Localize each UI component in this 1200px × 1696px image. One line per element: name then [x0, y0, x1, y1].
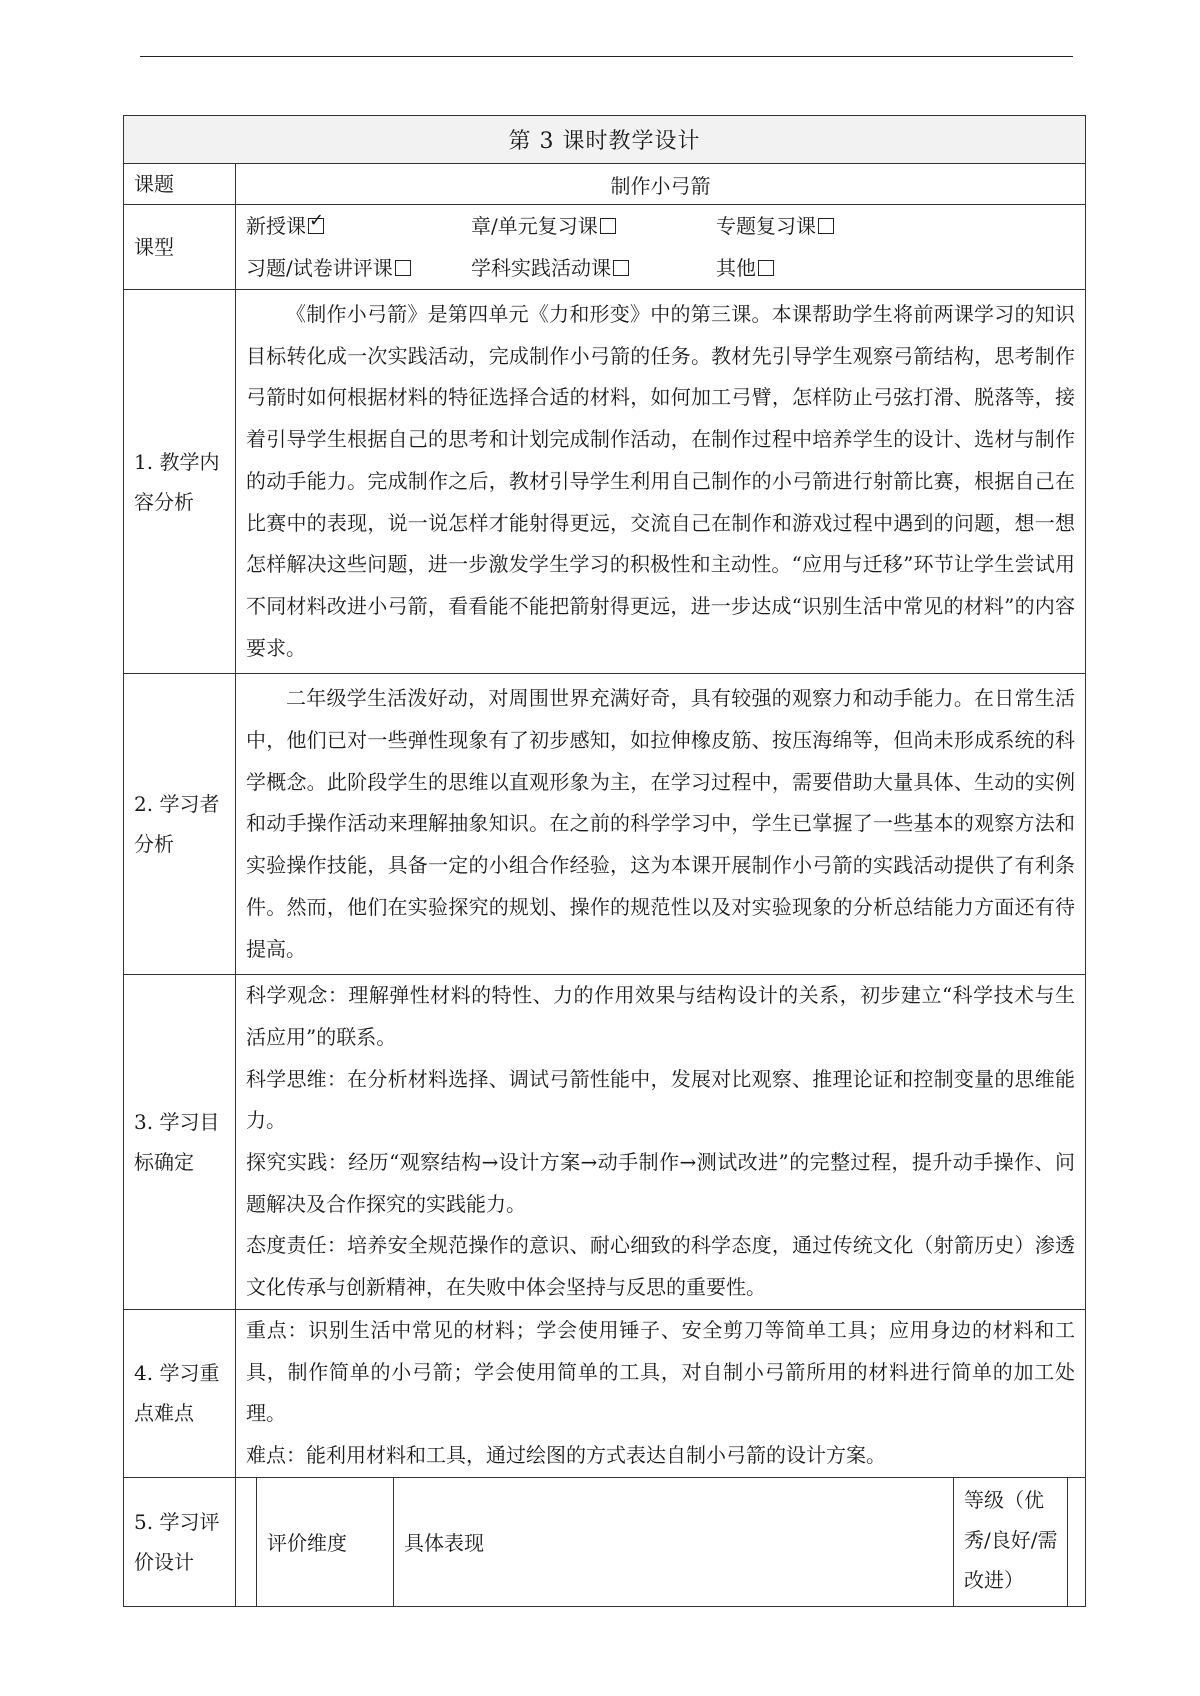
- key-point: 重点：识别生活中常见的材料；学会使用锤子、安全剪刀等简单工具；应用身边的材料和工具，制作简单的小弓箭；学会使用简单的工具，对自制小弓箭所用的材料进行简单的加工处理。: [246, 1317, 1075, 1426]
- key-points-label: 4. 学习重点难点: [124, 1309, 236, 1477]
- topic-value: 制作小弓箭: [236, 164, 1086, 205]
- content-analysis-cell: [236, 290, 1086, 674]
- course-type-label: 课型: [124, 205, 236, 290]
- checkbox-icon: [613, 260, 629, 276]
- learner-analysis-cell: [236, 674, 1086, 975]
- option-unit-review[interactable]: 章/单元复习课: [471, 207, 716, 245]
- key-points-cell: [236, 1309, 1086, 1477]
- objectives-cell: [236, 975, 1086, 1310]
- page-header-rule: [140, 56, 1073, 57]
- evaluation-label: 5. 学习评价设计: [124, 1477, 236, 1606]
- eval-header-grade: 等级（优秀/良好/需改进）: [954, 1478, 1068, 1606]
- checkbox-icon: [600, 218, 616, 234]
- table-title: 第 3 课时教学设计: [124, 116, 1086, 164]
- checkbox-icon: [395, 260, 411, 276]
- checked-box-icon: [308, 218, 324, 234]
- evaluation-table: [256, 1478, 1068, 1606]
- difficult-point: 难点：能利用材料和工具，通过绘图的方式表达自制小弓箭的设计方案。: [246, 1442, 886, 1467]
- objective-practice: 探究实践：经历“观察结构→设计方案→动手制作→测试改进”的完整过程，提升动手操作、问题解决及合作探究的实践能力。: [246, 1150, 1075, 1216]
- course-type-options: [236, 205, 1086, 290]
- option-other[interactable]: 其他: [716, 249, 1075, 287]
- learner-analysis-text: 二年级学生活泼好动，对周围世界充满好奇，具有较强的观察力和动手能力。在日常生活中，他们已对一些弹性现象有了初步感知，如拉伸橡皮筋、按压海绵等，但尚未形成系统的科学概念。此阶段学生的思维以直观形象为主，在学习过程中，需要借助大量具体、生动的实例和动手操作活动来理解抽象知识。在之前的科学学习中，学生已掌握了一些基本的观察方法和实验操作技能，具备一定的小组合作经验，这为本课开展制作小弓箭的实践活动提供了有利条件。然而，他们在实验探究的规划、操作的规范性以及对实验现象的分析总结能力方面还有待提高。: [246, 686, 1075, 961]
- objective-attitude: 态度责任：培养安全规范操作的意识、耐心细致的科学态度，通过传统文化（射箭历史）渗透文化传承与创新精神，在失败中体会坚持与反思的重要性。: [246, 1233, 1075, 1300]
- evaluation-cell: [236, 1477, 1086, 1606]
- eval-header-dimension: 评价维度: [257, 1478, 394, 1606]
- lesson-design-table: [123, 115, 1086, 1607]
- eval-header-performance: 具体表现: [394, 1478, 954, 1606]
- objective-thinking: 科学思维：在分析材料选择、调试弓箭性能中，发展对比观察、推理论证和控制变量的思维能力。: [246, 1066, 1075, 1133]
- checkbox-icon: [758, 260, 774, 276]
- objectives-label: 3. 学习目标确定: [124, 975, 236, 1310]
- objective-concept: 科学观念：理解弹性材料的特性、力的作用效果与结构设计的关系，初步建立“科学技术与生活应用”的联系。: [246, 983, 1075, 1049]
- option-exercise-review[interactable]: 习题/试卷讲评课: [246, 249, 471, 287]
- checkbox-icon: [818, 218, 834, 234]
- content-analysis-text: 《制作小弓箭》是第四单元《力和形变》中的第三课。本课帮助学生将前两课学习的知识目标转化成一次实践活动，完成制作小弓箭的任务。教材先引导学生观察弓箭结构，思考制作弓箭时如何根据材料的特征选择合适的材料，如何加工弓臂，怎样防止弓弦打滑、脱落等，接着引导学生根据自己的思考和计划完成制作活动，在制作过程中培养学生的设计、选材与制作的动手能力。完成制作之后，教材引导学生利用自己制作的小弓箭进行射箭比赛，根据自己在比赛中的表现，说一说怎样才能射得更远，交流自己在制作和游戏过程中遇到的问题，想一想怎样解决这些问题，进一步激发学生学习的积极性和主动性。“应用与迁移”环节让学生尝试用不同材料改进小弓箭，看看能不能把箭射得更远，进一步达成“识别生活中常见的材料”的内容要求。: [246, 302, 1075, 660]
- option-new-lesson[interactable]: 新授课✓: [246, 207, 471, 245]
- option-practice-activity[interactable]: 学科实践活动课: [471, 249, 716, 287]
- option-topic-review[interactable]: 专题复习课: [716, 207, 1075, 245]
- content-analysis-label: 1. 教学内容分析: [124, 290, 236, 674]
- topic-label: 课题: [124, 164, 236, 205]
- learner-analysis-label: 2. 学习者分析: [124, 674, 236, 975]
